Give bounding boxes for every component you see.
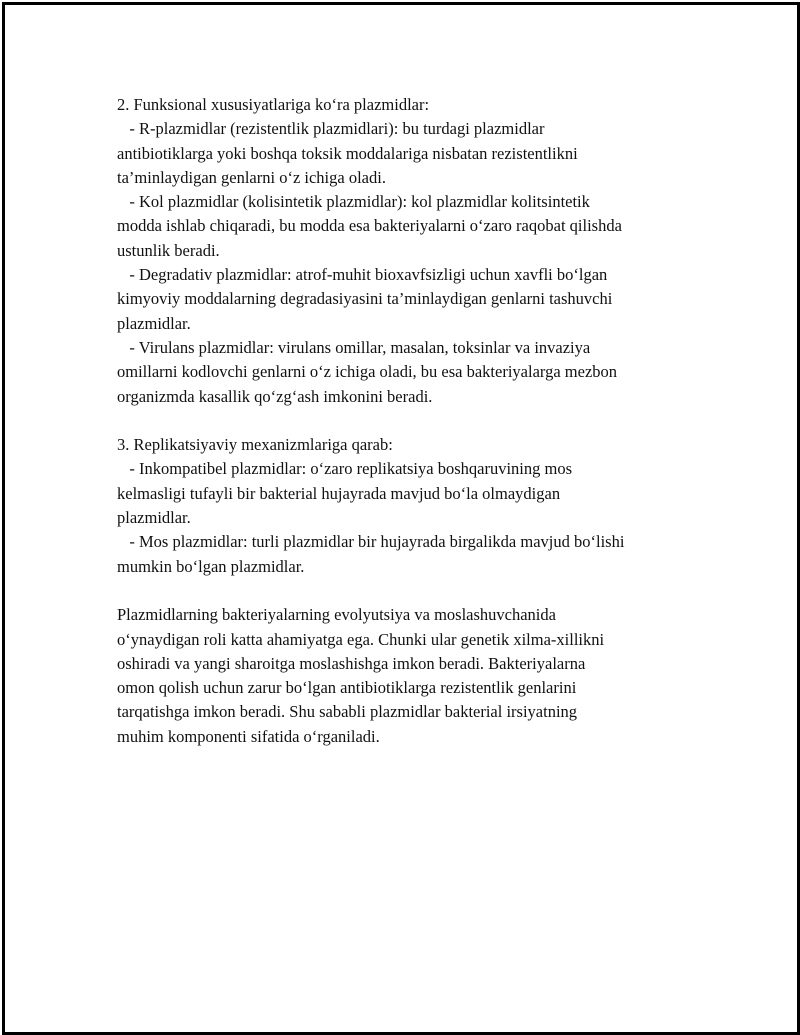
document-body xyxy=(117,93,692,749)
section-heading: 3. Replikatsiyaviy mexanizmlariga qarab: xyxy=(117,435,393,455)
text-line: omon qolish uchun zarur bo‘lgan antibiotiklarga rezistentlik genlarini xyxy=(117,678,577,698)
text-line: plazmidlar. xyxy=(117,313,191,333)
text-line: omillarni kodlovchi genlarni o‘z ichiga oladi, bu esa bakteriyalarga mezbon xyxy=(117,362,618,382)
section-functional-properties xyxy=(117,93,692,409)
text-line: kelmasligi tufayli bir bakterial hujayrada mavjud bo‘la olmaydigan xyxy=(117,483,561,503)
list-item-r-plasmids xyxy=(117,117,692,190)
text-line: muhim komponenti sifatida o‘rganiladi. xyxy=(117,726,380,746)
text-line: modda ishlab chiqaradi, bu modda esa bakteriyalarni o‘zaro raqobat qilishda xyxy=(117,216,622,236)
text-line: o‘ynaydigan roli katta ahamiyatga ega. Chunki ular genetik xilma-xillikni xyxy=(117,629,605,649)
section-heading: 2. Funksional xususiyatlariga ko‘ra plazmidlar: xyxy=(117,95,430,114)
paragraph-gap xyxy=(117,579,692,603)
list-item-col-plasmids xyxy=(117,190,692,263)
text-line: mumkin bo‘lgan plazmidlar. xyxy=(117,556,305,576)
text-line: ta’minlaydigan genlarni o‘z ichiga oladi. xyxy=(117,167,386,187)
text-line: ustunlik beradi. xyxy=(117,240,220,260)
text-line: Plazmidlarning bakteriyalarning evolyutsiya va moslashuvchanida xyxy=(117,605,556,625)
text-line: antibiotiklarga yoki boshqa toksik moddalariga nisbatan rezistentlikni xyxy=(117,143,578,163)
paragraph-gap xyxy=(117,409,692,433)
text-line: - Degradativ plazmidlar: atrof-muhit bioxavfsizligi uchun xavfli bo‘lgan xyxy=(117,265,608,285)
list-item-incompatible-plasmids xyxy=(117,457,692,530)
list-item-degradative-plasmids xyxy=(117,263,692,336)
text-line: - Mos plazmidlar: turli plazmidlar bir hujayrada birgalikda mavjud bo‘lishi xyxy=(117,532,625,552)
list-item-virulence-plasmids xyxy=(117,336,692,409)
section-replication-mechanisms xyxy=(117,433,692,579)
text-line: oshiradi va yangi sharoitga moslashishga imkon beradi. Bakteriyalarna xyxy=(117,653,586,673)
text-line: - Virulans plazmidlar: virulans omillar, masalan, toksinlar va invaziya xyxy=(117,337,591,357)
text-line: tarqatishga imkon beradi. Shu sababli plazmidlar bakterial irsiyatning xyxy=(117,702,578,722)
text-line: - Kol plazmidlar (kolisintetik plazmidlar): kol plazmidlar kolitsintetik xyxy=(117,192,590,212)
conclusion-paragraph xyxy=(117,603,692,749)
text-line: plazmidlar. xyxy=(117,508,191,528)
list-item-compatible-plasmids xyxy=(117,530,692,579)
text-line: organizmda kasallik qo‘zg‘ash imkonini beradi. xyxy=(117,386,433,406)
text-line: - R-plazmidlar (rezistentlik plazmidlari): bu turdagi plazmidlar xyxy=(117,119,545,139)
text-line: - Inkompatibel plazmidlar: o‘zaro replikatsiya boshqaruvining mos xyxy=(117,459,573,479)
text-line: kimyoviy moddalarning degradasiyasini ta’minlaydigan genlarni tashuvchi xyxy=(117,289,613,309)
